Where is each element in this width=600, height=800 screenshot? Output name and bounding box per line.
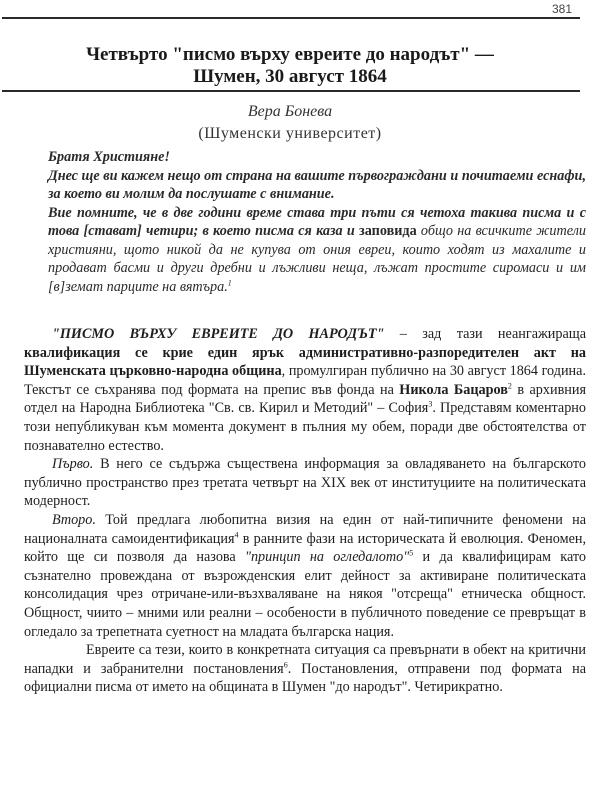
point-label-first: Първо.: [52, 456, 94, 473]
header-rule: [2, 17, 580, 19]
paragraph-text: , промулгиран публично на 30 август 1864 година. Текстът се съхранява под формата на препис във фонда на: [24, 363, 586, 398]
title-rule: [2, 90, 580, 92]
paragraph-text: Евреите са тези, които в конкретната ситуация са превърнати в обект на критични нападки и забранителни постановления: [24, 642, 586, 677]
title-line-2: Шумен, 30 август 1864: [193, 66, 387, 87]
point-label-second: Второ.: [52, 511, 96, 528]
paragraph-text: Той предлага любопитна визия на един от най-типичните феномени на националната самоидентификация: [24, 511, 586, 547]
paragraph-text: В него се съдържа съществена информация за овладяването на българското публично пространство през третата четвърт на XIX век от институциите на политическата модерност.: [24, 456, 586, 510]
title-line-1: Четвърто "писмо върху евреите до народът" —: [86, 44, 494, 65]
paragraph-intro: [24, 325, 586, 455]
paragraph-text: и да квалифицирам като съзнателно провеждана от възрожденския елит дейност за активиране политическата консолидация чрез отричане-или-възхваляване на някоя "отсреща" етническа общност. Общност, чиито – мними или реални – особености в публичното поведение се превръщат в огледало за трепетната суетност на младата българска нация.: [24, 549, 586, 640]
epigraph-text-start: Вие помните, че в две години време става три пъти ся четоха такива писма и с това [стават] четири; в което писма ся каза и: [48, 204, 586, 239]
footnote-ref-6[interactable]: 6: [283, 659, 288, 669]
footnote-ref-2[interactable]: 2: [507, 381, 512, 391]
footnote-ref-4[interactable]: 4: [234, 529, 239, 539]
footnote-ref-3[interactable]: 3: [428, 399, 433, 409]
epigraph-text-end: общо на всичките жители християни, щото никой да не купува от ония евреи, които ходят из махалите и продават басми и други дребни и лъжливи неща, лъжат простите сиромаси и им [в]земат парците на вятъра.: [48, 223, 586, 295]
paragraph-first-point: [24, 455, 586, 511]
author-affiliation: (Шуменски университет): [198, 125, 382, 142]
author-block: [0, 101, 580, 145]
paragraph-text: . Постановления, отправени под формата на официални писма от името на общината в Шумен "до народът". Четирикратно.: [24, 660, 587, 696]
footnote-ref-1[interactable]: 1: [227, 277, 232, 287]
epigraph-quote: [48, 148, 586, 296]
paragraph-text: – зад тази неангажираща: [384, 326, 586, 342]
epigraph-line-1: Днес ще ви кажем нещо от страна на вашите първограждани и почитаеми еснафи, за което ви молим да послушате с внимание.: [48, 167, 586, 202]
italic-term: "принцип на огледалото": [245, 549, 410, 566]
person-name: Никола Бацаров: [399, 381, 508, 398]
page-number: 381: [551, 2, 572, 16]
epigraph-salutation: Братя Християне!: [48, 149, 170, 165]
epigraph-line-2: [48, 204, 586, 297]
paragraph-text: . Представям коментарно този непубликуван към момента документ в пълния му обем, поради две обстоятелства от познавателно естество.: [24, 400, 586, 454]
epigraph-bold-word: заповида: [359, 223, 417, 239]
paragraph-jews: [24, 641, 586, 697]
author-name: Вера Бонева: [247, 103, 333, 120]
article-body: [24, 325, 586, 697]
paragraph-bold-text: квалификация се крие един ярък административно-разпоредителен акт на Шуменската църковно-народна община: [24, 344, 586, 380]
paragraph-second-point: [24, 511, 586, 641]
article-title: [20, 44, 560, 88]
paragraph-text: в ранните фази на историческата й еволюция. Феномен, който ще си позволя да назова: [24, 530, 587, 566]
paragraph-text: в архивния отдел на Народна Библиотека "Св. св. Кирил и Методий" – София: [24, 381, 586, 417]
footnote-ref-5[interactable]: 5: [409, 548, 414, 558]
document-title-reference: "ПИСМО ВЪРХУ ЕВРЕИТЕ ДО НАРОДЪТ": [52, 326, 385, 342]
